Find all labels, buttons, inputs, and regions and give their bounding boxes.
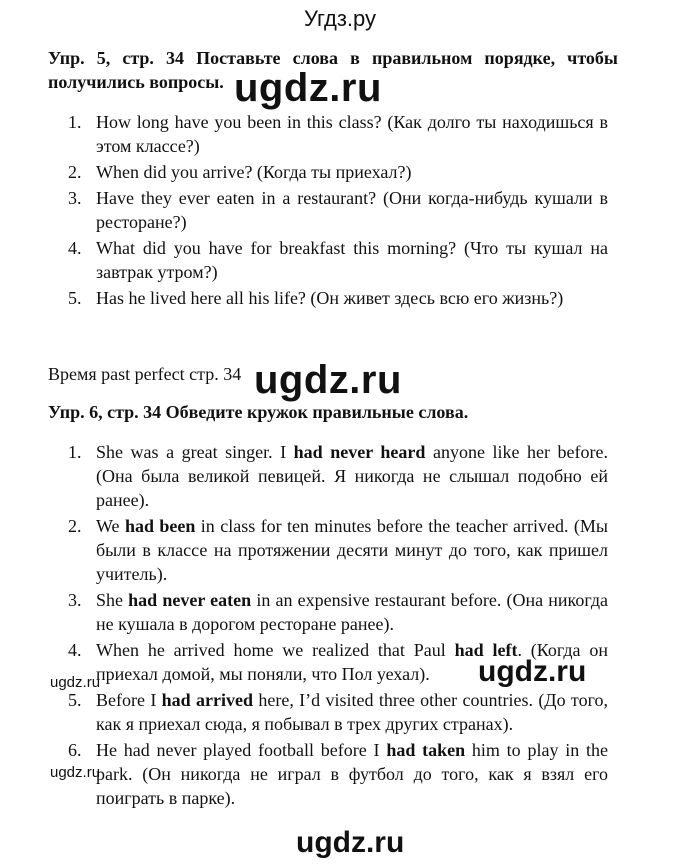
watermark: ugdz.ru xyxy=(296,826,405,859)
list-item: 5. Has he lived here all his life? (Он живет здесь всю его жизнь?) xyxy=(68,288,564,308)
list-item: 5. Before I had arrived here, I’d visited three other countries. (До того, как я приехал сюда, я побывал в трех других странах). xyxy=(68,690,608,734)
answer-bold: had left xyxy=(454,640,518,660)
watermark: ugdz.ru xyxy=(234,66,382,110)
watermark: ugdz.ru xyxy=(254,358,402,402)
watermark: ugdz.ru xyxy=(50,764,101,781)
past-perfect-subheading: Время past perfect стр. 34 xyxy=(48,364,242,384)
watermark: ugdz.ru xyxy=(478,655,587,688)
answer-bold: had never heard xyxy=(293,442,426,462)
list-item: 2. We had been in class for ten minutes before the teacher arrived. (Мы были в классе на протяжении десяти минут до того, как пришел учитель). xyxy=(68,516,608,584)
exercise-5-heading: Упр. 5, стр. 34 Поставьте слова в правильном порядке, чтобы получились вопросы. xyxy=(48,48,618,92)
list-item: 3. She had never eaten in an expensive restaurant before. (Она никогда не кушала в дорогом ресторане ранее). xyxy=(68,590,609,634)
list-item: 3. Have they ever eaten in a restaurant? (Они когда-нибудь кушали в ресторане?) xyxy=(68,188,608,232)
list-item: 2. When did you arrive? (Когда ты приехал?) xyxy=(68,162,412,182)
answer-bold: had arrived xyxy=(161,690,254,710)
list-item: 6. He had never played football before I had taken him to play in the park. (Он никогда не играл в футбол до того, как я взял его поиграть в парке). xyxy=(68,740,608,808)
list-item: 4. When he arrived home we realized that Paul had left. (Когда он приехал домой, мы поняли, что Пол уехал). xyxy=(68,640,609,684)
list-item: 1. How long have you been in this class? (Как долго ты находишься в этом классе?) xyxy=(68,112,608,156)
exercise-6-list xyxy=(48,440,608,812)
list-item: 4. What did you have for breakfast this morning? (Что ты кушал на завтрак утром?) xyxy=(68,238,608,282)
site-title: Угдз.ру xyxy=(303,6,377,31)
answer-bold: had been xyxy=(124,516,196,536)
watermark: ugdz.ru xyxy=(50,674,101,691)
answer-bold: had taken xyxy=(386,740,466,760)
exercise-6-heading: Упр. 6, стр. 34 Обведите кружок правильные слова. xyxy=(48,402,469,422)
answer-bold: had never eaten xyxy=(128,590,252,610)
list-item: 1. She was a great singer. I had never heard anyone like her before. (Она была великой певицей. Я никогда не слышал подобно ей ранее). xyxy=(68,442,608,510)
exercise-5-list xyxy=(48,110,608,312)
